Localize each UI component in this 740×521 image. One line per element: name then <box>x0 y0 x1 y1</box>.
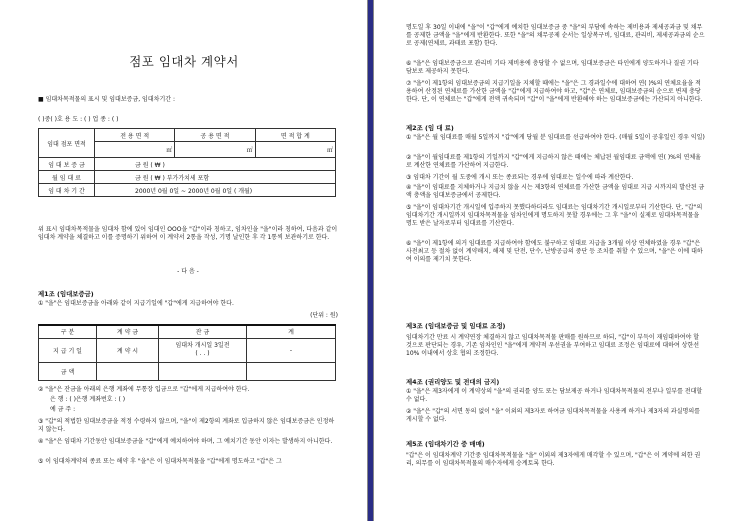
article2-item2: ② "을"이 월임대료를 제1항의 기일까지 "갑"에게 지급하지 않은 때에는 체납된 월임대료 금액에 연( )%의 연체율로 계산한 연체료를 가산하여 지급한다. <box>406 154 701 170</box>
schedule-header-contract: 계 약 금 <box>97 325 159 338</box>
article1-item6: ⑥ "을"은 임대보증금으로 관리비 기타 제비용에 충당할 수 없으며, 임대보증금은 타인에게 양도하거나 질권 기타 담보로 제공하지 못한다. <box>406 60 699 76</box>
schedule-row-date-balance <box>159 338 247 362</box>
area-header-exclusive: 전 용 면 적 <box>95 129 175 142</box>
divider-text: - 다 음 - <box>177 268 199 275</box>
deposit-label: 임 대 보 증 금 <box>39 158 95 171</box>
document-title: 점포 임대차 계약서 <box>129 54 239 69</box>
article4-item2: ② "을"은 "갑"의 서면 동의 없이 "을" 이외의 제3자로 하여금 임대차목적물을 사용케 하거나 제3자의 과실명의를 게시할 수 없다. <box>406 408 700 424</box>
unit-note: (단위 : 원) <box>310 312 338 319</box>
article3-heading: 제3조 (임대보증금 및 임대료 조정) <box>406 322 506 330</box>
schedule-row-amount-contract <box>97 362 159 380</box>
area-header-total: 면 적 합 계 <box>255 129 335 142</box>
article2-item3: ③ 임대차 기간이 월 도중에 개시 또는 종료되는 경우에 임대료는 일수에 따라 계산한다. <box>406 174 634 181</box>
area-common-value: ㎡ <box>175 142 255 158</box>
rent-label: 월 임 대 료 <box>39 171 95 184</box>
schedule-header-total: 계 <box>247 325 336 338</box>
schedule-header-balance: 잔 금 <box>159 325 247 338</box>
area-total-value: ㎡ <box>255 142 335 158</box>
schedule-row-date-total: - <box>247 338 336 362</box>
schedule-row-amount-total <box>247 362 336 380</box>
article5-body: "갑"은 이 임대차계약 기간중 임대차목적물을 "을" 이외의 제3자에게 매각할 수 있으며, "갑"은 이 계약에 의한 권리, 의무를 이 임대차목적물의 매수자에게 승계토록 한다. <box>406 452 701 468</box>
article2-item1: ① "을"은 월 임대료를 매월 5일까지 "갑"에게 당월 분 임대료를 선급하여야 한다. (매월 5일이 공휴일인 경우 익일) <box>406 134 705 141</box>
schedule-row-date-contract: 계 약 시 <box>97 338 159 362</box>
intro-paragraph: 위 표시 임대차목적물을 임대차 함에 있어 임대인 OOO을 "갑"이라 칭하고, 임차인을 "을"이라 칭하여, 다음과 같이 임대차 계약을 체결하고 이를 증명하기 위하여 이 계약서 2통을 작성, 기명 날인한 후 각 1통씩 보관하기로 한다. <box>38 226 338 242</box>
article3-body: 임대차기간 만료 시 계약연장 체결하지 않고 임대차목적물 판매를 원하므로 하되, "갑"이 부득이 재임대하여야 할 것으로 판단되는 경우, 기존 임차인인 "을"에게 계약적 우선권을 부여하고 임대료 조정은 임대료에 대하여 상한선 10% 이내에서 상호 협의 조정한다. <box>406 334 700 358</box>
article1-item5-continued: 명도일 후 30일 이내에 "을"이 "갑"에게 예치한 임대보증금 중 "을"의 부담에 속하는 제비용과 제세공과금 및 채무를 공제한 금액을 "을"에게 반환한다. 또한 "을"의 채무공제 순서는 일상복구비, 임대료, 관리비, 제세공과금의 순으로 공제(연체료, 과태료 포함) 한다. <box>406 24 705 48</box>
term-label: 임 대 차 기 간 <box>39 184 95 197</box>
article1-item1: ① "을"은 임대보증금을 아래와 같이 지급기일에 "갑"에게 지급하여야 한다. <box>38 300 234 307</box>
article1-heading: 제1조 (임대보증금) <box>38 290 94 298</box>
article2-item6: ⑥ "을"이 제1항에 의거 임대료를 지급하여야 함에도 불구하고 임대료 지급을 3개월 이상 연체하였을 경우 "갑"은 사전최고 등 절차 없이 계약해지, 해제 및 단전, 단수, 난방공급의 중단 등 조치를 취할 수 있으며, "을"은 이에 대하여 이의를 제기치 못한다. <box>406 240 703 264</box>
schedule-header-type: 구 분 <box>39 325 97 338</box>
rent-value: 금 원 ( ₩ ) 부가가치세 포함 <box>95 171 336 184</box>
area-row-label: 임대 점포 면적 <box>39 129 95 158</box>
area-header-common: 공 용 면 적 <box>175 129 255 142</box>
contract-page-2 <box>373 0 740 521</box>
area-table <box>38 128 336 197</box>
address-line: ( )중( )호 용 도 : ( ) 업 종 : ( ) <box>38 116 119 123</box>
article2-item5: ⑤ "을"이 임대차기간 개시일에 입주하지 못했다하더라도 임대료는 임대차기간 개시일로부터 기산한다. 단, "갑"의 임대차기간 개시일까지 임대차목적물을 임차인에게 명도하지 못할 경우에는 그 후 "을"이 실제로 임대차목적물을 명도 받은 날자로부터 임대료를 기산한다. <box>406 204 703 228</box>
article1-item3: ③ "갑"의 적법한 임대보증금을 적정 수령하지 않으며, "을"이 제2항의 계좌로 입금하지 않은 임대보증금은 인정하지 않는다. <box>38 418 335 434</box>
schedule-row-amount-balance <box>159 362 247 380</box>
area-exclusive-value: ㎡ <box>95 142 175 158</box>
article4-heading: 제4조 (권리양도 및 전대의 금지) <box>406 378 500 386</box>
deposit-value: 금 원 ( ₩ ) <box>95 158 336 171</box>
section-label: ■ 임대차목적물의 표시 및 임대보증금, 임대차기간 : <box>38 96 175 103</box>
schedule-row-amount-label: 금 액 <box>39 362 97 380</box>
schedule-row-date-label: 지 급 기 일 <box>39 338 97 362</box>
article1-item7: ⑦ "을"이 제1항의 임대보증금의 지급기일을 지체할 때에는 "을"은 그 경과일수에 대하여 연( )%의 연체요율을 적용하여 산정된 연체료를 가산한 금액을 "갑"에게 지급하여야 하고, "갑"은 연체료, 임대보증금의 순으로 변제 충당한다. 단, 이 연체료는 "갑"에게 전액 귀속되며 "갑"이 "을"에게 반환해야 하는 임대보증금에는 가산되지 아니한다. <box>406 80 703 104</box>
article2-item4: ④ "을"이 임대료를 지체하거나 지급치 않을 시는 제3항의 연체료를 가산한 금액을 임대료 지급 시까지의 발산된 금액 충액을 임대보증금에서 공제한다. <box>406 184 705 200</box>
article2-heading: 제2조 (임 대 료) <box>406 124 454 132</box>
term-value: 2000년 0월 0일 ~ 2000년 0월 0일 ( 개월) <box>95 184 336 197</box>
article1-item2: ② "을"은 잔금을 아래의 은행 계좌에 무통장 입금으로 "갑"에게 지급하여야 한다. <box>38 386 250 393</box>
balance-date-blank: ( . . ) <box>195 350 210 357</box>
bank-line: 은 행 : ( )은행 계좌번호 : ( ) <box>50 396 126 403</box>
article4-item1: ① "을"은 제3자에게 이 계약상의 "을"의 권리를 양도 또는 담보제공 하거나 임대차목적물의 전부나 일부를 전대할 수 없다. <box>406 388 703 404</box>
deposit-schedule-table <box>38 324 336 381</box>
article1-item4: ④ "을"은 임대차 기간동안 임대보증금을 "갑"에게 예치하여야 하며, 그 예치기간 동안 이자는 발생하지 아니한다. <box>38 438 333 445</box>
account-holder: 예 금 주 : <box>50 406 76 413</box>
contract-page-1 <box>0 0 368 521</box>
balance-date-text: 임대차 개시일 3일전 <box>175 342 230 349</box>
article5-heading: 제5조 (임대차기간 중 매매) <box>406 440 485 448</box>
article1-item5: ⑤ 이 임대차계약의 종료 또는 해약 후 "을"은 이 임대차목적물을 "갑"에게 명도하고 "갑"은 그 <box>38 458 282 465</box>
